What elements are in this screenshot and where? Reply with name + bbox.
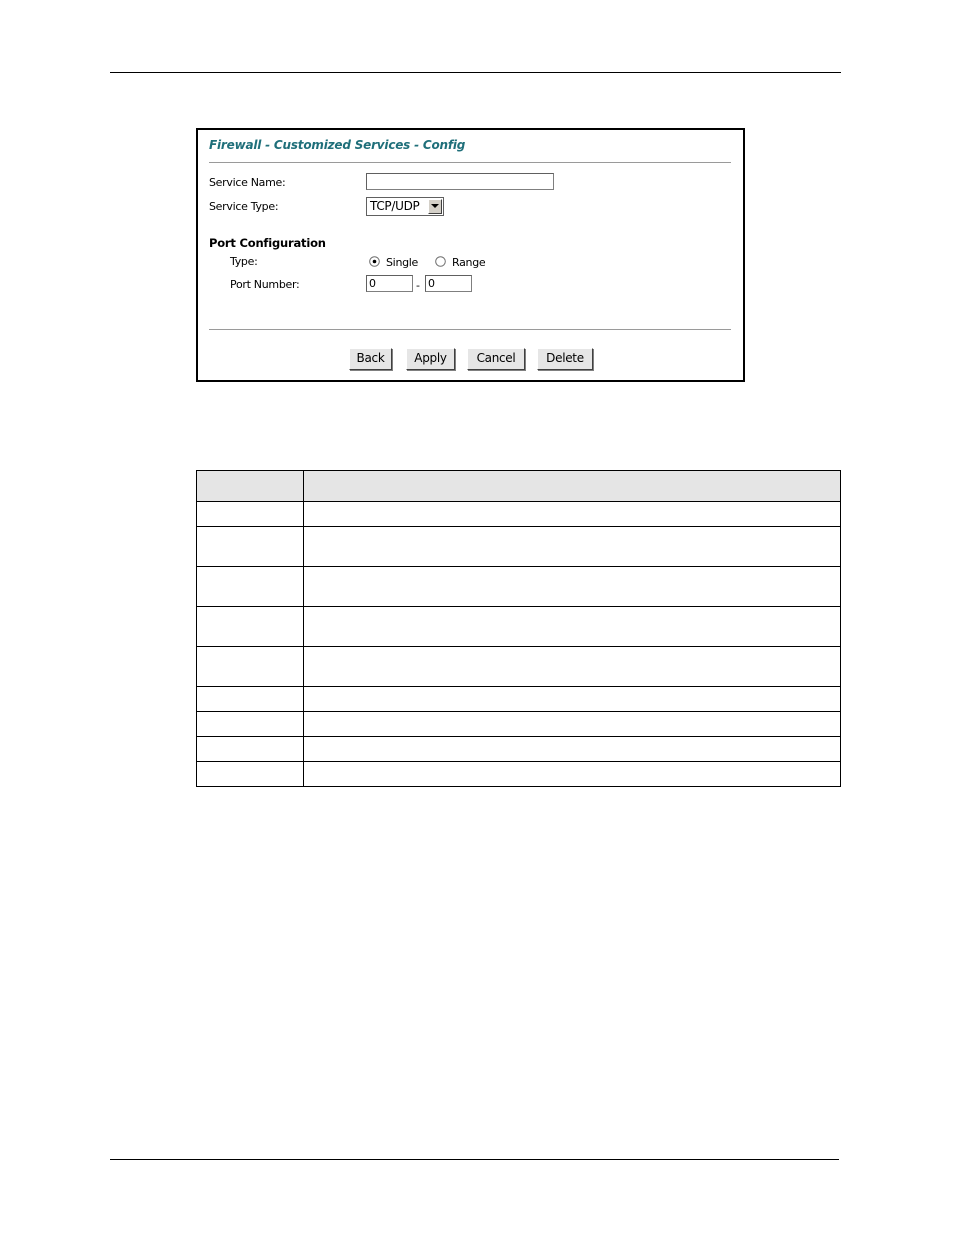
table-cell bbox=[304, 737, 841, 762]
table-row bbox=[197, 567, 841, 607]
service-type-value: TCP/UDP bbox=[370, 199, 420, 213]
radio-range-label: Range bbox=[452, 256, 486, 269]
radio-single-label: Single bbox=[386, 256, 419, 269]
table-cell bbox=[197, 502, 304, 527]
table-cell bbox=[197, 737, 304, 762]
table-cell bbox=[304, 607, 841, 647]
type-label: Type: bbox=[230, 255, 258, 268]
page-header-rule bbox=[110, 72, 841, 73]
button-divider bbox=[209, 329, 731, 330]
table-row bbox=[197, 527, 841, 567]
table-row bbox=[197, 607, 841, 647]
radio-single[interactable] bbox=[369, 256, 380, 267]
firewall-service-config-panel bbox=[196, 128, 745, 382]
table-cell bbox=[197, 712, 304, 737]
table-cell bbox=[304, 527, 841, 567]
table-header-cell bbox=[197, 471, 304, 502]
title-divider bbox=[209, 162, 731, 163]
table-cell bbox=[197, 527, 304, 567]
table-cell bbox=[197, 762, 304, 787]
table-cell bbox=[304, 567, 841, 607]
table-header-cell bbox=[304, 471, 841, 502]
table-row bbox=[197, 647, 841, 687]
service-type-label: Service Type: bbox=[209, 200, 279, 213]
back-button[interactable]: Back bbox=[349, 348, 392, 370]
table-row bbox=[197, 737, 841, 762]
table-row bbox=[197, 687, 841, 712]
table-cell bbox=[304, 502, 841, 527]
port-configuration-heading: Port Configuration bbox=[209, 236, 326, 250]
page-footer-rule bbox=[110, 1159, 839, 1160]
delete-button[interactable]: Delete bbox=[537, 348, 593, 370]
table-cell bbox=[197, 567, 304, 607]
service-name-label: Service Name: bbox=[209, 176, 286, 189]
field-description-table bbox=[196, 470, 841, 787]
table-cell bbox=[304, 687, 841, 712]
table-row bbox=[197, 762, 841, 787]
port-number-label: Port Number: bbox=[230, 278, 300, 291]
chevron-down-icon[interactable] bbox=[428, 199, 442, 214]
cancel-button[interactable]: Cancel bbox=[467, 348, 525, 370]
table-row bbox=[197, 712, 841, 737]
port-range-separator: - bbox=[416, 279, 420, 292]
port-end-input[interactable]: 0 bbox=[425, 275, 472, 292]
table-header-row bbox=[197, 471, 841, 502]
panel-title: Firewall - Customized Services - Config bbox=[209, 138, 466, 152]
service-type-select[interactable] bbox=[366, 197, 444, 216]
radio-range[interactable] bbox=[435, 256, 446, 267]
port-start-input[interactable]: 0 bbox=[366, 275, 413, 292]
table-cell bbox=[304, 712, 841, 737]
table-cell bbox=[197, 607, 304, 647]
table-row bbox=[197, 502, 841, 527]
table-cell bbox=[304, 762, 841, 787]
table-cell bbox=[304, 647, 841, 687]
table-cell bbox=[197, 647, 304, 687]
service-name-input[interactable] bbox=[366, 173, 554, 190]
table-cell bbox=[197, 687, 304, 712]
apply-button[interactable]: Apply bbox=[406, 348, 455, 370]
